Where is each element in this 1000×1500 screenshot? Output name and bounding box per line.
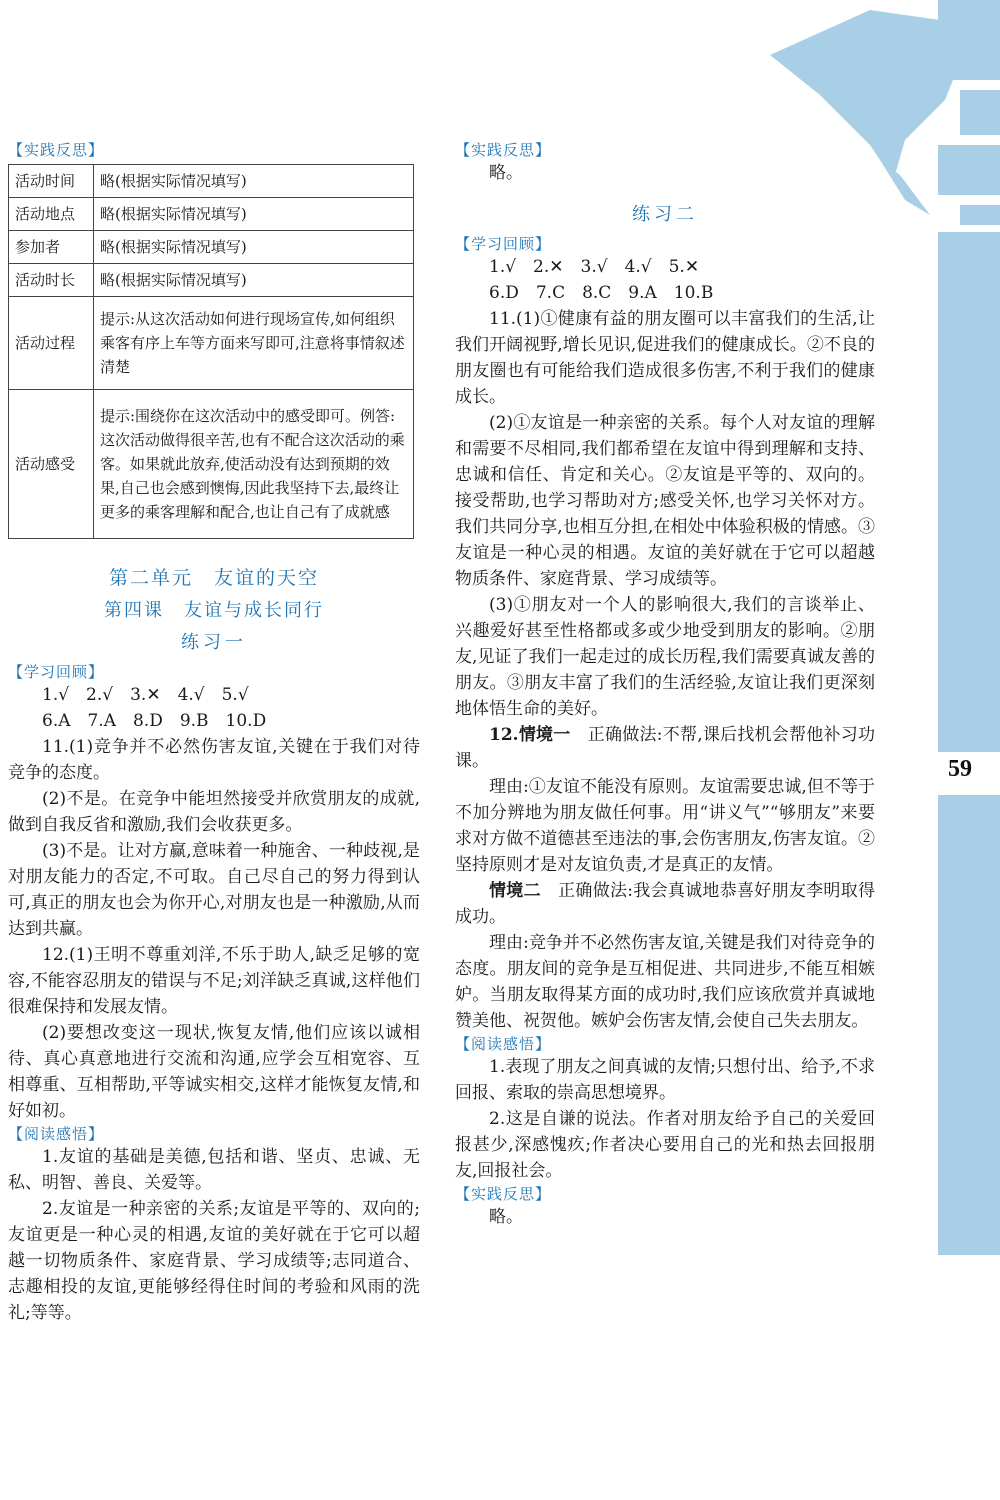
table-row [9, 165, 414, 198]
sidebar-strip-lower [938, 795, 1000, 1255]
scenario-two-label: 情境二 [489, 881, 541, 901]
table-key: 活动时间 [9, 165, 94, 198]
answer-paragraph: (3)①朋友对一个人的影响很大,我们的言谈举止、兴趣爱好甚至性格都或多或少地受到朋友的影响。②朋友,见证了我们一起走过的成长历程,我们需要真诚友善的朋友。③朋友丰富了我们的生活经验,友谊让我们更深刻地体悟生命的美好。 [455, 595, 875, 719]
answers-line: 6.A 7.A 8.D 9.B 10.D [42, 711, 267, 731]
table-value: 略(根据实际情况填写) [94, 264, 414, 297]
left-column [8, 140, 420, 1326]
answer-paragraph: (2)要想改变这一现状,恢复友情,他们应该以诚相待、真心真意地进行交流和沟通,应学会互相宽容、互相尊重、互相帮助,平等诚实相交,这样才能恢复友情,和好如初。 [8, 1023, 420, 1121]
scenario-two-text: 正确做法:我会真诚地恭喜好朋友李明取得成功。 [455, 881, 875, 927]
sidebar-strip-2 [960, 90, 1000, 135]
scenario-two [455, 878, 875, 930]
activity-table [8, 164, 414, 539]
answer-paragraph: 11.(1)竞争并不必然伤害友谊,关键在于我们对待竞争的态度。 [8, 737, 420, 783]
answer-paragraph: (2)①友谊是一种亲密的关系。每个人对友谊的理解和需要不尽相同,我们都希望在友谊中得到理解和支持、忠诚和信任、肯定和关心。②友谊是平等的、双向的。接受帮助,也学习帮助对方;感受关怀,也学习关怀对方。我们共同分享,也相互分担,在相处中体验积极的情感。③友谊是一种心灵的相遇。友谊的美好就在于它可以超越物质条件、家庭背景、学习成绩等。 [455, 413, 875, 589]
sidebar-strip-top [938, 0, 1000, 80]
answers-line: 6.D 7.C 8.C 9.A 10.B [489, 283, 714, 303]
sidebar-strip-4 [960, 205, 1000, 225]
sidebar-strip-main [938, 232, 1000, 752]
answer-paragraph: 11.(1)①健康有益的朋友圈可以丰富我们的生活,让我们开阔视野,增长见识,促进我们的健康成长。②不良的朋友圈也有可能给我们造成很多伤害,不利于我们的健康成长。 [455, 309, 875, 407]
answer-paragraph: (2)不是。在竞争中能坦然接受并欣赏朋友的成就,做到自我反省和激励,我们会收获更多。 [8, 789, 420, 835]
table-key: 参加者 [9, 231, 94, 264]
table-value: 提示:围绕你在这次活动中的感受即可。例答:这次活动做得很辛苦,也有不配合这次活动的乘客。如果就此放弃,使活动没有达到预期的效果,自己也会感到懊悔,因此我坚持下去,最终让更多的乘客理解和配合,也让自己有了成就感 [94, 390, 414, 539]
table-key: 活动感受 [9, 390, 94, 539]
answers-line: 1.√ 2.✕ 3.√ 4.√ 5.✕ [489, 257, 700, 277]
lesson-title: 第四课 友谊与成长同行 [104, 600, 324, 621]
review-tag: 【学习回顾】 [455, 235, 552, 253]
page-number: 59 [948, 756, 972, 782]
answer-paragraph: 略。 [489, 1207, 523, 1227]
unit-title: 第二单元 友谊的天空 [108, 567, 319, 589]
practice-reflection-tag: 【实践反思】 [8, 141, 105, 159]
answer-paragraph: 1.友谊的基础是美德,包括和谐、坚贞、忠诚、无私、明智、善良、关爱等。 [8, 1147, 420, 1193]
table-row [9, 390, 414, 539]
practice-reflection-tag: 【实践反思】 [455, 141, 552, 159]
answer-paragraph: 12.(1)王明不尊重刘洋,不乐于助人,缺乏足够的宽容,不能容忍朋友的错误与不足;刘洋缺乏真诚,这样他们很难保持和发展友情。 [8, 945, 420, 1017]
table-value: 略(根据实际情况填写) [94, 198, 414, 231]
table-row [9, 198, 414, 231]
exercise-title: 练习二 [632, 204, 698, 225]
table-row [9, 231, 414, 264]
table-key: 活动地点 [9, 198, 94, 231]
practice-reflection-tag: 【实践反思】 [455, 1185, 552, 1203]
answers-line: 1.√ 2.√ 3.✕ 4.√ 5.√ [42, 685, 249, 705]
answer-paragraph: 理由:竞争并不必然伤害友谊,关键是我们对待竞争的态度。朋友间的竞争是互相促进、共同进步,不能互相嫉妒。当朋友取得某方面的成功时,我们应该欣赏并真诚地赞美他、祝贺他。嫉妒会伤害友情,会使自己失去朋友。 [455, 933, 875, 1031]
table-value: 略(根据实际情况填写) [94, 165, 414, 198]
table-row [9, 264, 414, 297]
answer-paragraph: 理由:①友谊不能没有原则。友谊需要忠诚,但不等于不加分辨地为朋友做任何事。用“讲义气”“够朋友”来要求对方做不道德甚至违法的事,会伤害朋友,伤害友谊。②坚持原则才是对友谊负责,才是真正的友情。 [455, 777, 875, 875]
table-value: 略(根据实际情况填写) [94, 231, 414, 264]
table-row [9, 297, 414, 390]
exercise-title: 练习一 [181, 632, 247, 653]
table-key: 活动过程 [9, 297, 94, 390]
table-key: 活动时长 [9, 264, 94, 297]
reading-tag: 【阅读感悟】 [455, 1035, 552, 1053]
table-value: 提示:从这次活动如何进行现场宣传,如何组织乘客有序上车等方面来写即可,注意将事情叙述清楚 [94, 297, 414, 390]
review-tag: 【学习回顾】 [8, 663, 105, 681]
right-column [455, 140, 875, 1230]
answer-paragraph: 2.这是自谦的说法。作者对朋友给予自己的关爱回报甚少,深感愧疚;作者决心要用自己的光和热去回报朋友,回报社会。 [455, 1109, 875, 1181]
scenario-one-text: 正确做法:不帮,课后找机会帮他补习功课。 [455, 725, 875, 771]
answer-paragraph: 1.表现了朋友之间真诚的友情;只想付出、给予,不求回报、索取的崇高思想境界。 [455, 1057, 875, 1103]
scenario-one-label: 12.情境一 [489, 725, 571, 745]
reading-tag: 【阅读感悟】 [8, 1125, 105, 1143]
answer-paragraph: (3)不是。让对方赢,意味着一种施舍、一种歧视,是对朋友能力的否定,不可取。自己尽自己的努力得到认可,真正的朋友也会为你开心,对朋友也是一种激励,从而达到共赢。 [8, 841, 420, 939]
scenario-one [455, 722, 875, 774]
answer-paragraph: 2.友谊是一种亲密的关系;友谊是平等的、双向的;友谊更是一种心灵的相遇,友谊的美好就在于它可以超越一切物质条件、家庭背景、学习成绩等;志同道合、志趣相投的友谊,更能够经得住时间的考验和风雨的洗礼;等等。 [8, 1199, 420, 1323]
sidebar-strip-3 [938, 145, 1000, 195]
answer-paragraph: 略。 [489, 163, 523, 183]
